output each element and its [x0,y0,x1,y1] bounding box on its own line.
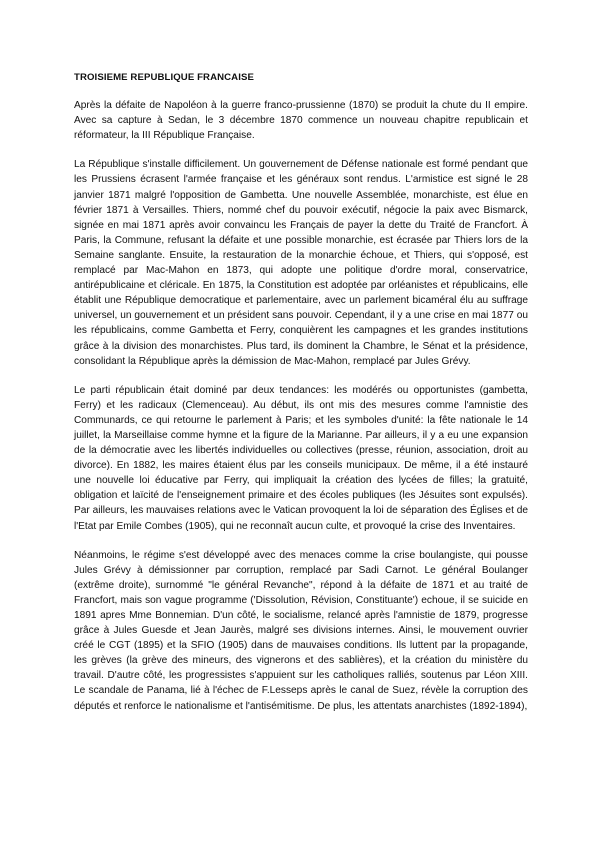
paragraph-installation: La République s'installe difficilement. Un gouvernement de Défense nationale est formé pendant que les Prussiens écrasent l'armée française et les généraux sont rendus. L'armistice est signé le 28 janvier 1871 malgré l'opposition de Gambetta. Une nouvelle Assemblée, monarchiste, est élue en février 1871 à Versailles. Thiers, nommé chef du pouvoir exécutif, négocie la paix avec Bismarck, signée en mai 1871 après avoir convaincu les Français de payer la dette du Traité de Francfort. À Paris, la Commune, refusant la défaite et une possible monarchie, est écrasée par Thiers lors de la Semaine sanglante. Ensuite, la restauration de la monarchie échoue, et Thiers, qui s'opposé, est remplacé par Mac-Mahon en 1873, qui adopte une politique d'ordre moral, conservatrice, antirépublicaine et cléricale. En 1875, la Constitution est adoptée par orléanistes et républicains, elle établit une République democratique et parlementaire, avec un parlement bicaméral élu au suffrage universel, un gouvernement et un président sans pouvoir. Cependant, il y a une crise en mai 1877 ou les républicains, comme Gambetta et Ferry, conquièrent les campagnes et les grandes institutions grâce à la division des monarchistes. Plus tard, ils dominent la Chambre, le Sénat et la présidence, consolidant la République après la démission de Mac-Mahon, remplacé par Jules Grévy. [74,159,528,367]
paragraph-intro: Après la défaite de Napoléon à la guerre franco-prussienne (1870) se produit la chute du II empire. Avec sa capture à Sedan, le 3 décembre 1870 commence un nouveau chapitre republicain et réformateur, la III République Française. [74,100,528,142]
document-title: TROISIEME REPUBLIQUE FRANCAISE [74,72,254,83]
paragraph-republican-party: Le parti républicain était dominé par deux tendances: les modérés ou opportunistes (gambetta, Ferry) et les radicaux (Clemenceau). Au début, ils ont mis des mesures comme l'amnistie des Communards, ce qui retourne le parlement à Paris; et les symboles d'unité: la fête nationale le 14 juillet, la Marseillaise comme hymne et la figure de la Marianne. Par ailleurs, il y a eu une expansion de la démocratie avec les libertés individuelles ou collectives (presse, réunion, association, droit au divorce). En 1882, les maires étaient élus par les conseils municipaux. De même, il a été instauré une nouvelle loi éducative par Ferry, qui impliquait la création des lycées de filles; la gratuité, obligation et laïcité de l'enseignement primaire et des écoles publiques (les Jésuites sont expulsés). Par ailleurs, les mauvaises relations avec le Vatican provoquent la loi de séparation des Églises et de l'Etat par Emile Combes (1905), qui ne reconnaît aucun culte, et provoqué la crise des Inventaires. [74,384,528,532]
paragraph-threats: Néanmoins, le régime s'est développé avec des menaces comme la crise boulangiste, qui pousse Jules Grévy à démissionner par corruption, remplacé par Sadi Carnot. Le général Boulanger (extrême droite), surnommé "le général Revanche", répond à la défaite de 1871 et au traité de Francfort, mais son vague programme ('Dissolution, Révision, Constituante') echoue, il se suicide en 1891 apres Mme Bonnemian. D'un côté, le socialisme, relancé après l'amnistie de 1879, progresse grâce à Jules Guesde et Jean Jaurès, malgré ses divisions internes. Ainsi, le mouvement ouvrier créé le CGT (1895) et la SFIO (1905) dans de mauvaises conditions. Ils luttent par la propagande, les grèves (la grève des mineurs, des vignerons et des sablières), et la création du ministère du travail. D'autre côté, les progressistes s'appuient sur les catholiques ralliés, soutenus par Léon XIII. Le scandale de Panama, lié à l'échec de F.Lesseps après le canal de Suez, révèle la corruption des députés et renforce le nationalisme et l'antisémitisme. De plus, les attentats anarchistes (1892-1894), [74,549,528,712]
document-page [74,70,528,728]
